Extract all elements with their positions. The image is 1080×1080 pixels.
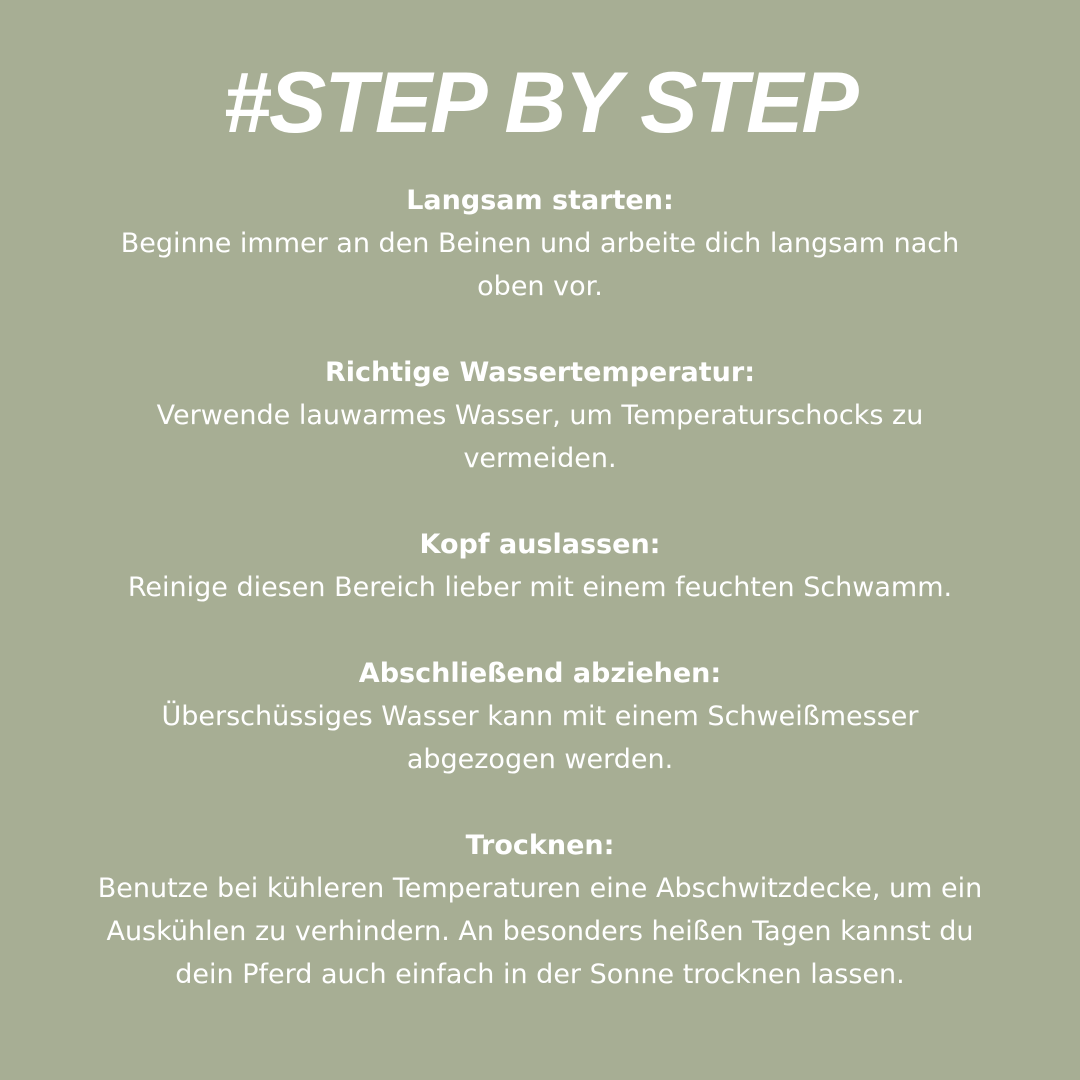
step-text-line: oben vor. bbox=[477, 271, 603, 302]
headline-brush-lettering bbox=[0, 52, 1080, 162]
step-text-line: Überschüssiges Wasser kann mit einem Schweißmesser bbox=[161, 701, 919, 732]
step-title: Trocknen: bbox=[465, 830, 615, 861]
step-kopf-auslassen bbox=[0, 523, 1080, 609]
step-richtige-wassertemperatur bbox=[0, 351, 1080, 480]
step-text-line: Reinige diesen Bereich lieber mit einem feuchten Schwamm. bbox=[127, 572, 953, 603]
step-langsam-starten bbox=[0, 179, 1080, 308]
step-text-line: Auskühlen zu verhindern. An besonders heißen Tagen kannst du bbox=[106, 916, 974, 947]
step-title: Kopf auslassen: bbox=[419, 529, 661, 560]
headline-text: #STEP BY STEP bbox=[223, 55, 857, 151]
step-text-line: vermeiden. bbox=[463, 443, 617, 474]
step-title: Langsam starten: bbox=[406, 185, 674, 216]
step-title: Abschließend abziehen: bbox=[358, 658, 722, 689]
step-text-line: dein Pferd auch einfach in der Sonne trocknen lassen. bbox=[175, 959, 905, 990]
steps-list bbox=[0, 179, 1080, 996]
step-text-line: Verwende lauwarmes Wasser, um Temperaturschocks zu bbox=[156, 400, 924, 431]
step-text-line: Beginne immer an den Beinen und arbeite dich langsam nach bbox=[120, 228, 960, 259]
step-title: Richtige Wassertemperatur: bbox=[324, 357, 756, 388]
step-text-line: abgezogen werden. bbox=[406, 744, 674, 775]
headline bbox=[0, 52, 1080, 162]
step-trocknen bbox=[0, 824, 1080, 996]
step-text-line: Benutze bei kühleren Temperaturen eine Abschwitzdecke, um ein bbox=[97, 873, 983, 904]
step-abschliessend-abziehen bbox=[0, 652, 1080, 781]
